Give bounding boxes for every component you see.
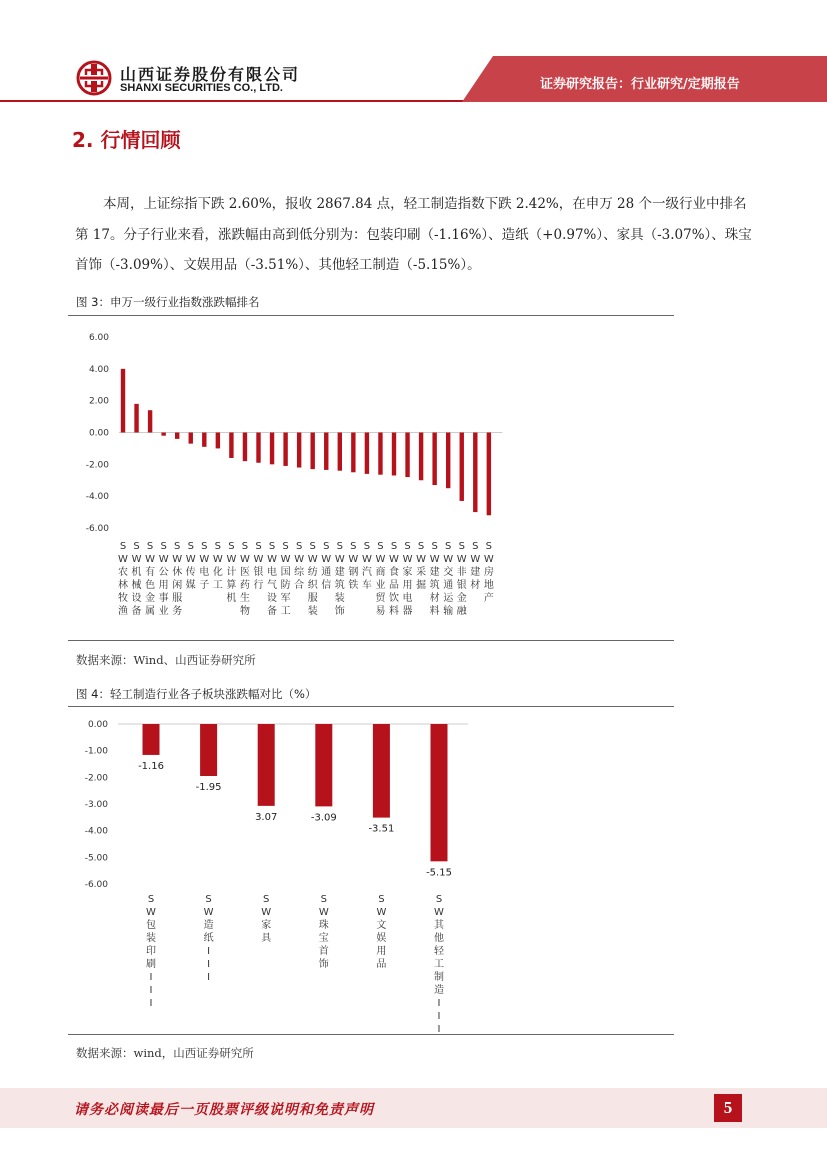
company-name-cn: 山西证券股份有限公司 <box>120 65 301 84</box>
bar <box>373 724 390 818</box>
y-tick-label: -6.00 <box>84 880 108 890</box>
y-tick-label: 2.00 <box>88 396 109 407</box>
data-label: -1.16 <box>138 760 164 772</box>
data-label: -3.09 <box>310 812 337 824</box>
x-tick-label: S W 建筑材料 <box>429 541 440 617</box>
x-tick-label: S W 钢铁 <box>348 541 359 591</box>
y-tick-label: -3.00 <box>84 800 108 810</box>
data-label: -5.15 <box>426 867 452 879</box>
page-number: 5 <box>714 1094 742 1122</box>
x-tick-label: S W 食品饮料 <box>389 541 399 617</box>
bar <box>258 724 275 806</box>
x-tick-label: S W 交通运输 <box>443 541 454 617</box>
bar <box>338 433 342 471</box>
x-tick-label: S W 医药生物 <box>239 541 250 617</box>
bar <box>315 724 332 806</box>
bar <box>311 433 315 470</box>
bar <box>229 433 233 458</box>
x-tick-label: S W 造纸 I I I <box>203 894 214 983</box>
y-tick-label: -2.00 <box>84 773 108 784</box>
x-tick-label: S W 建筑装饰 <box>334 541 345 617</box>
bar <box>148 410 152 432</box>
y-tick-label: -5.00 <box>84 853 108 864</box>
x-tick-label: S W 建材 <box>470 541 481 591</box>
figure4-source: 数据来源：wind，山西证券研究所 <box>76 1046 254 1060</box>
industry-ranking-chart <box>68 320 674 638</box>
x-tick-label: S W 家具 <box>261 894 272 944</box>
figure3-caption: 图 3：申万一级行业指数涨跌幅排名 <box>76 295 260 309</box>
bar <box>243 433 247 462</box>
figure4-caption: 图 4：轻工制造行业各子板块涨跌幅对比（%） <box>76 687 317 701</box>
x-tick-label: S W 其他轻工制造 I I I <box>434 894 444 1032</box>
bar <box>189 433 193 444</box>
x-tick-label: S W 纺织服装 <box>307 541 318 617</box>
figure3-source: 数据来源：Wind、山西证券研究所 <box>76 653 256 667</box>
x-tick-label: S W 公用事业 <box>158 541 169 617</box>
data-label: -3.51 <box>368 823 395 835</box>
x-tick-label: S W 珠宝首饰 <box>318 894 329 970</box>
bar <box>143 724 160 755</box>
subsector-comparison-chart <box>68 710 674 1032</box>
x-tick-label: S W 有色金属 <box>145 541 156 617</box>
x-tick-label: S W 汽车 <box>361 541 372 591</box>
x-tick-label: S W 通信 <box>321 541 332 591</box>
footer-disclaimer: 请务必阅读最后一页股票评级说明和免责声明 <box>74 1102 374 1118</box>
body-paragraph: 本周，上证综指下跌 2.60%，报收 2867.84 点，轻工制造指数下跌 2.42%，在申万 28 个一级行业中排名第 17。分子行业来看，涨跌幅由高到低分别为：包装印刷（-1.16%）、造纸（+0.97%）、家具（-3.07%）、珠宝首饰（-3.09%）、文娱用品（-3.51%）、其他轻工制造（-5.15%）。 <box>75 196 752 273</box>
y-tick-label: 4.00 <box>88 364 109 375</box>
bar <box>134 404 138 433</box>
bar <box>473 433 477 513</box>
y-tick-label: -2.00 <box>85 460 109 471</box>
figure3-top-rule <box>68 315 674 316</box>
bar <box>256 433 260 463</box>
data-label: -1.95 <box>195 782 222 793</box>
x-tick-label: S W 电气设备 <box>267 541 278 617</box>
bar <box>216 433 220 449</box>
bar <box>460 433 464 501</box>
bar <box>200 724 217 776</box>
x-tick-label: S W 采掘 <box>416 541 427 591</box>
bar <box>405 433 409 478</box>
bar <box>161 433 165 436</box>
bar <box>202 433 206 447</box>
bar <box>431 724 448 861</box>
report-type-label: 证券研究报告：行业研究/定期报告 <box>540 77 740 92</box>
x-tick-label: S W 传媒 <box>185 541 196 591</box>
x-tick-label: S W 休闲服务 <box>172 541 183 617</box>
x-tick-label: S W 综合 <box>294 541 305 591</box>
bar <box>419 433 423 481</box>
bar <box>297 433 301 468</box>
bar <box>365 433 369 474</box>
bar <box>175 433 179 439</box>
x-tick-label: S W 商业贸易 <box>375 541 386 617</box>
y-tick-label: 0.00 <box>88 428 109 439</box>
x-tick-label: S W 包装印刷 I I I <box>146 894 156 1009</box>
bar <box>446 433 450 489</box>
bar <box>432 433 436 486</box>
company-name-en: SHANXI SECURITIES CO., LTD. <box>120 82 283 94</box>
y-tick-label: -4.00 <box>85 492 109 503</box>
bar <box>392 433 396 476</box>
x-tick-label: S W 家用电器 <box>402 541 413 617</box>
bar <box>487 433 491 516</box>
section-title: 2. 行情回顾 <box>72 128 181 152</box>
x-tick-label: S W 国防军工 <box>280 541 291 617</box>
y-tick-label: 6.00 <box>88 333 109 343</box>
x-tick-label: S W 非银金融 <box>456 541 467 617</box>
x-tick-label: S W 农林牧渔 <box>118 541 128 617</box>
y-tick-label: -1.00 <box>84 746 108 757</box>
y-tick-label: 0.00 <box>87 720 108 730</box>
figure4-bottom-rule <box>68 1034 674 1035</box>
data-label: 3.07 <box>255 811 278 823</box>
x-tick-label: S W 化工 <box>212 541 223 591</box>
x-tick-label: S W 房地产 <box>483 541 494 604</box>
figure3-bottom-rule <box>68 640 674 641</box>
y-tick-label: -6.00 <box>85 524 109 534</box>
bar <box>270 433 274 465</box>
x-tick-label: S W 机械设备 <box>131 541 142 617</box>
figure4-top-rule <box>68 706 674 707</box>
y-tick-label: -4.00 <box>84 826 108 837</box>
bar <box>324 433 328 470</box>
bar <box>351 433 355 473</box>
x-tick-label: S W 电子 <box>199 541 210 591</box>
x-tick-label: S W 计算机 <box>226 541 237 604</box>
bar <box>283 433 287 466</box>
x-tick-label: S W 银行 <box>253 541 264 591</box>
bar <box>121 369 125 433</box>
bar <box>378 433 382 475</box>
x-tick-label: S W 文娱用品 <box>376 894 387 970</box>
